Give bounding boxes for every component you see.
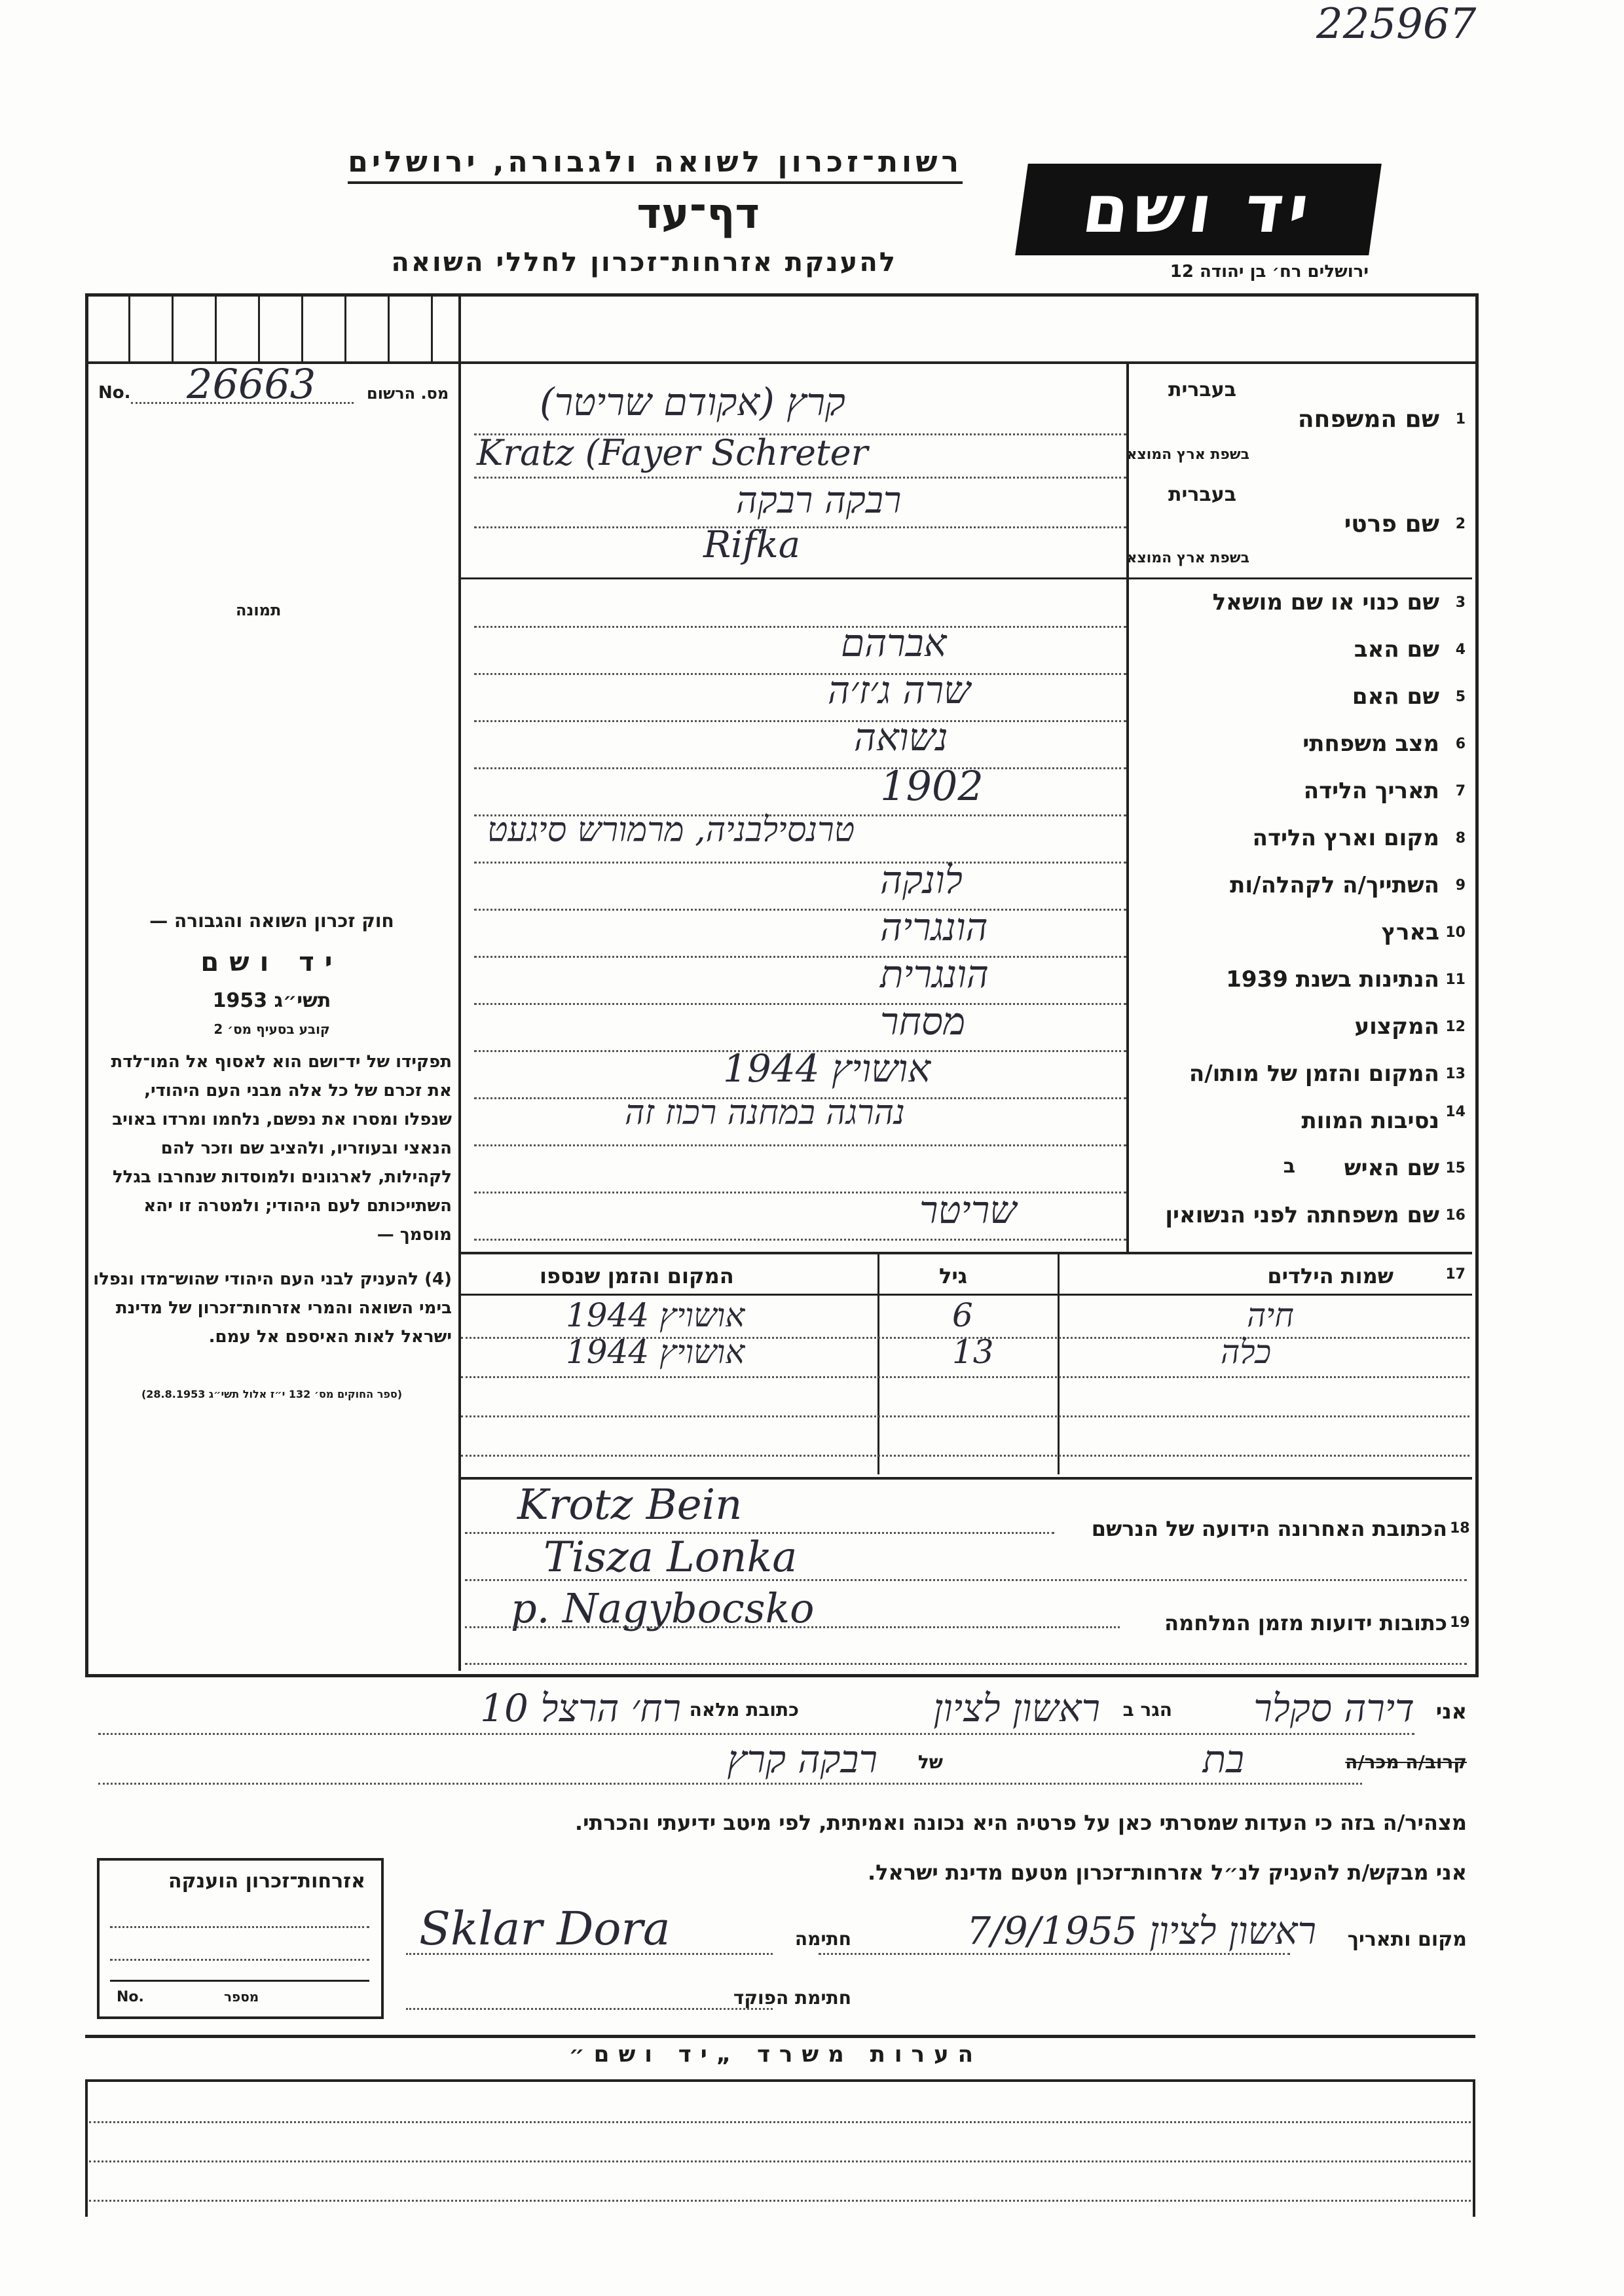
- field-row-16: [1132, 1193, 1472, 1240]
- yad-vashem-logo: [1015, 164, 1382, 255]
- wartime-addresses-label: כתובות ידועות מזמן המלחמה: [1164, 1611, 1447, 1635]
- last-address-line-3: p. Nagybocsko: [511, 1584, 815, 1632]
- sub-label-hebrew: בעברית: [1168, 483, 1236, 506]
- field-label-birth-place: מקום וארץ הלידה: [1252, 825, 1439, 851]
- field-number: 7: [1455, 783, 1466, 799]
- citizenship-box-title: אזרחות־זכרון הוענקה: [168, 1870, 365, 1893]
- country-value: הונגריה: [880, 905, 988, 949]
- citizenship-no-label: No.: [117, 1989, 144, 2005]
- field-row-5: [1132, 674, 1472, 721]
- field-number: 17: [1445, 1266, 1466, 1283]
- field-number: 13: [1445, 1066, 1466, 1082]
- residence-label: הגר ב: [1122, 1699, 1172, 1721]
- field-row-6: [1132, 721, 1472, 769]
- field-label-mother: שם האם: [1352, 683, 1439, 710]
- law-year: תשי״ג 1953: [212, 989, 331, 1012]
- children-col-age: גיל: [939, 1264, 968, 1288]
- field-number: 1: [1455, 411, 1466, 428]
- field-row-1: [1126, 374, 1472, 479]
- table-row: [461, 1298, 1472, 1337]
- last-address-line-2: Tisza Lonka: [544, 1533, 798, 1582]
- child-age-value: 6: [952, 1296, 973, 1334]
- field-number: 12: [1445, 1019, 1466, 1035]
- last-address-label: הכתובת האחרונה הידועה של הנרשם: [1091, 1516, 1447, 1541]
- field-row-4: [1132, 627, 1472, 674]
- place-date-label: מקום ותאריך: [1347, 1928, 1467, 1951]
- law-title: חוק זכרון השואה והגבורה —: [149, 910, 394, 932]
- fields-area: [461, 361, 1472, 1252]
- law-sidebar: [92, 910, 452, 1400]
- declarant-name-value: דירה סקלר: [1253, 1686, 1414, 1730]
- law-clause: קובע בסעיף מס׳ 2: [213, 1021, 330, 1037]
- field-row-9: [1132, 863, 1472, 910]
- field-row-2: [1126, 479, 1472, 577]
- family-name-origin-value: Kratz (Fayer Schreter: [477, 432, 868, 473]
- statement-2: אני מבקש/ת להעניק לנ״ל אזרחות־זכרון מטעם מדינת ישראל.: [868, 1860, 1467, 1885]
- field-label-marital-status: מצב משפחתי: [1302, 731, 1439, 757]
- relation-of-value: רבקה קרץ: [727, 1737, 877, 1781]
- field-row-8: [1132, 816, 1472, 863]
- child-place-value: 1944 אושויץ: [566, 1296, 745, 1334]
- office-notes-label: הערות משרד „יד ושם״: [568, 2041, 982, 2068]
- field-label-first-name: שם פרטי: [1344, 511, 1439, 538]
- form-title: דף־עד: [637, 190, 760, 238]
- relation-label: קרוב/ה מכר/ה: [1345, 1751, 1467, 1773]
- residence-value: ראשון לציון: [933, 1686, 1100, 1730]
- form-subtitle: להענקת אזרחות־זכרון לחללי השואה: [391, 247, 897, 278]
- child-name-value: כלה: [1221, 1333, 1272, 1371]
- logo-text: יד ושם: [1078, 171, 1319, 247]
- citizenship-value: הונגרית: [880, 952, 989, 996]
- citizenship-number-label: מספר: [224, 1989, 259, 2005]
- field-number: 3: [1455, 594, 1466, 611]
- field-number: 6: [1455, 736, 1466, 752]
- statement-1: מצהיר/ה בזה כי העדות שמסרתי כאן על פרטיה היא נכונה ואמיתית, לפי מיטב ידיעתי והכרתי.: [574, 1810, 1467, 1835]
- field-label-spouse-name: שם האיש: [1344, 1155, 1439, 1181]
- death-place-time-value: אושויץ 1944: [723, 1046, 931, 1091]
- field-number: 14: [1445, 1104, 1466, 1120]
- citizenship-box: [97, 1858, 384, 2019]
- child-place-value: 1944 אושויץ: [566, 1333, 745, 1371]
- law-footnote: (ספר החוקים מס׳ 132 י״ז אלול תשי״ג 28.8.1953): [141, 1388, 403, 1400]
- registration-label: מס. הרשום: [367, 384, 449, 403]
- header-address: ירושלים רח׳ בן יהודה 12: [1170, 262, 1369, 282]
- field-number: 18: [1450, 1520, 1470, 1537]
- children-table: [461, 1254, 1472, 1477]
- field-number: 2: [1455, 516, 1466, 532]
- field-number: 19: [1450, 1614, 1470, 1631]
- first-name-hebrew-value: רבקה רבקה: [736, 479, 902, 522]
- officer-signature-label: חתימת הפוקד: [733, 1987, 851, 2009]
- field-label-country: בארץ: [1381, 919, 1439, 945]
- place-date-value: ראשון לציון 7/9/1955: [967, 1908, 1316, 1953]
- archive-number: 225967: [1316, 0, 1477, 48]
- child-name-value: חיה: [1247, 1296, 1294, 1334]
- signature-label: חתימה: [794, 1928, 851, 1950]
- maiden-name-value: שריטר: [919, 1188, 1017, 1232]
- field-row-15: [1132, 1146, 1472, 1193]
- registration-number: 26663: [187, 360, 316, 408]
- field-row-3: [1132, 581, 1472, 627]
- profession-value: מסחר: [880, 999, 966, 1044]
- field-number: 4: [1455, 642, 1466, 658]
- children-col-names: שמות הילדים: [1267, 1264, 1393, 1288]
- mother-name-value: שרה ג׳ז׳ה: [828, 668, 971, 712]
- children-col-place: המקום והזמן שנספו: [540, 1264, 734, 1288]
- field-label-father: שם האב: [1354, 636, 1439, 663]
- field-row-7: [1132, 769, 1472, 816]
- father-name-value: אברהם: [841, 621, 947, 665]
- field-label-death-place-time: המקום והזמן של מותו/ה: [1189, 1061, 1439, 1087]
- full-address-value: רח׳ הרצל 10: [480, 1686, 681, 1730]
- birth-place-value: טרנסילבניה, מרמורש סיגעט: [487, 811, 855, 850]
- field-row-10: [1132, 910, 1472, 957]
- sub-label-hebrew: בעברית: [1168, 378, 1236, 401]
- field-label-citizenship-1939: הנתינות בשנת 1939: [1226, 966, 1439, 993]
- field-number: 16: [1445, 1207, 1466, 1224]
- field-label-community: השתייך/ה לקהלה/ות: [1230, 872, 1439, 898]
- field-label-alias: שם כנוי או שם מושאל: [1212, 589, 1439, 615]
- field-row-12: [1132, 1004, 1472, 1051]
- law-paragraph-2: (4) להעניק לבני העם היהודי שהוש־מדו ונפלו בימי השואה והמרי אזרחות־זכרון של מדינת ישראל לאות האיספם אל עמם.: [93, 1269, 452, 1347]
- ani-label: אני: [1435, 1699, 1467, 1724]
- child-age-value: 13: [952, 1333, 994, 1371]
- field-row-11: [1132, 957, 1472, 1004]
- law-name: יד ושם: [200, 947, 343, 977]
- field-label-profession: המקצוע: [1354, 1013, 1439, 1040]
- field-row-14: [1132, 1099, 1472, 1146]
- community-value: לונקה: [880, 858, 963, 902]
- field-label-birth-date: תאריך הלידה: [1303, 778, 1439, 804]
- of-label: של: [917, 1751, 943, 1773]
- death-circumstances-value: נהרגה במחנה רכוז זה: [625, 1093, 905, 1133]
- photo-label: תמונה: [236, 601, 282, 619]
- table-row: [461, 1333, 1472, 1376]
- marital-status-value: נשואה: [854, 715, 948, 759]
- law-paragraph-1: תפקידו של יד־ושם הוא לאסוף אל המו־לדת את זכרם של כל אלה מבני העם היהודי, שנפלו ומסרו את נפשם, נלחמו ומרדו באויב הנאצי ובעוזריו, ולהציב שם וזכר להם לקהילות, לארגונים ולמוסדות שנחרבו בגלל השתייכותם לעם היהודי; ולמטרה זו יהא מוסמך —: [111, 1052, 452, 1245]
- full-address-label: כתובת מלאה: [689, 1699, 799, 1721]
- field-number: 5: [1455, 689, 1466, 705]
- field-label-family-name: שם המשפחה: [1297, 406, 1439, 433]
- registration-no-label: No.: [98, 383, 131, 403]
- sub-label-origin: בשפת ארץ המוצא: [1126, 446, 1249, 463]
- authority-title: רשות־זכרון לשואה ולגבורה, ירושלים: [348, 145, 963, 184]
- family-name-hebrew-value: קרץ (אקודם שריטר): [540, 380, 845, 424]
- birth-date-value: 1902: [880, 762, 984, 810]
- field-number: 8: [1455, 830, 1466, 847]
- signature-value: Sklar Dora: [419, 1902, 671, 1956]
- field-number: 9: [1455, 877, 1466, 894]
- field-label-maiden-name: שם משפחתה לפני הנשואין: [1165, 1202, 1439, 1228]
- first-name-origin-value: Rifka: [703, 524, 801, 566]
- spouse-name-value: ב: [1283, 1155, 1295, 1178]
- field-number: 15: [1445, 1160, 1466, 1176]
- field-row-13: [1132, 1051, 1472, 1099]
- relation-value: בת: [1202, 1737, 1244, 1781]
- field-label-death-circumstances: נסיבות המוות: [1301, 1108, 1439, 1134]
- field-number: 10: [1445, 924, 1466, 941]
- field-number: 11: [1445, 972, 1466, 988]
- last-address-line-1: Krotz Bein: [517, 1481, 743, 1529]
- sub-label-origin: בשפת ארץ המוצא: [1126, 550, 1249, 566]
